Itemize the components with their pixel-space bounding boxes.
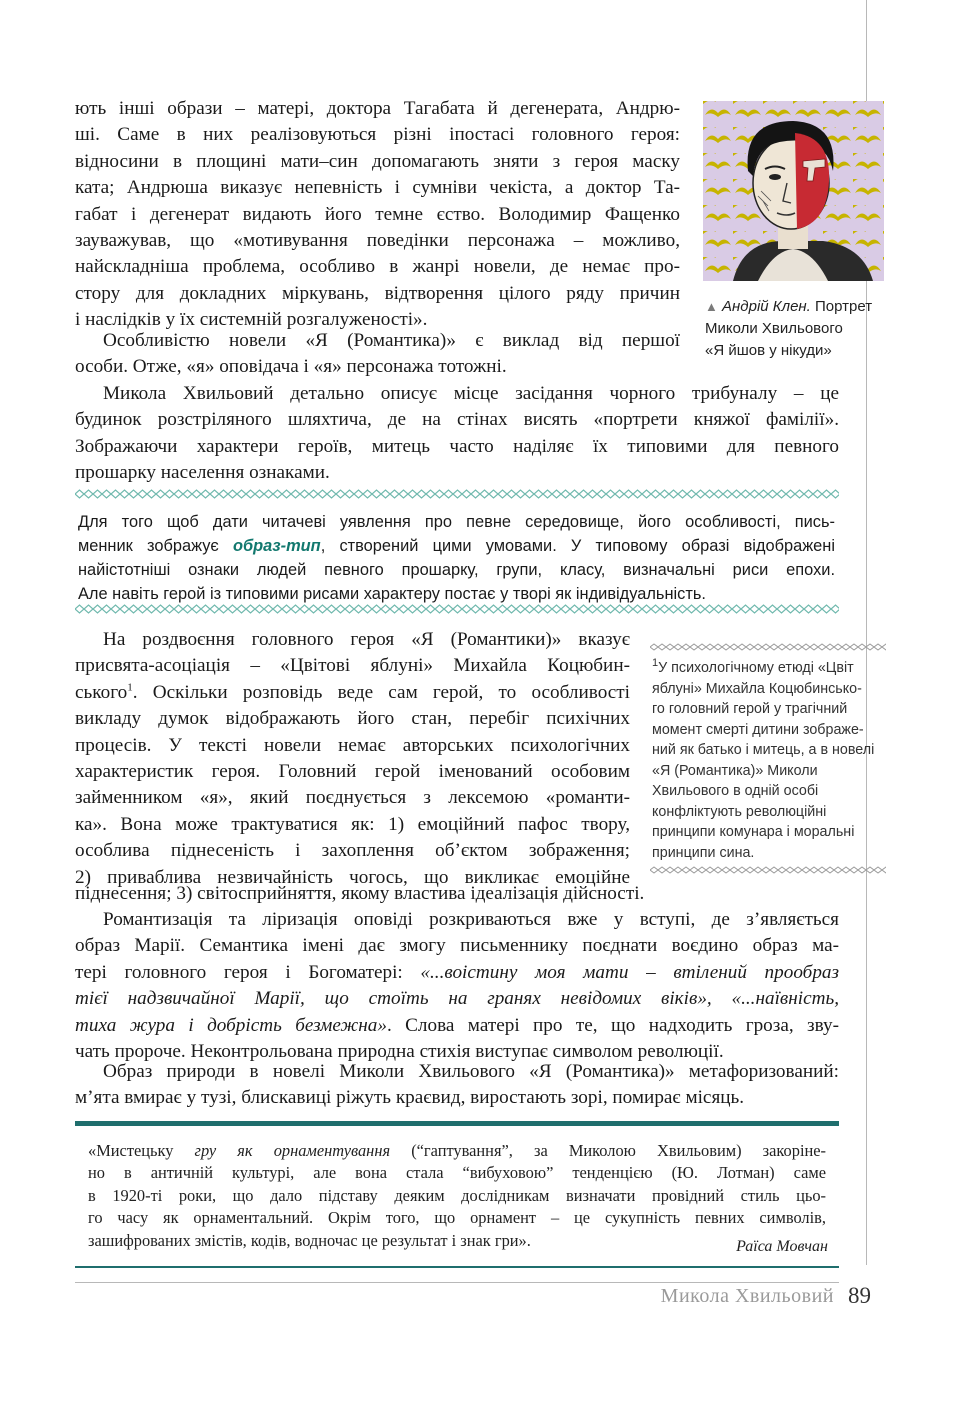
caption-text: Портрет: [810, 298, 873, 315]
text-line: Микола Хвильовий детально описує місце засідання чорного трибуналу – це: [103, 383, 839, 404]
triangle-icon: ▲: [705, 299, 718, 314]
text-line: характеристик героя. Головний герой іменований особовим: [75, 761, 630, 783]
footnote-line: яблуні» Михайла Коцюбинсько-: [652, 680, 862, 697]
text-line: Образ природи в новелі Миколи Хвильового «Я (Романтика)» метафоризований:: [103, 1061, 839, 1082]
paragraph-nature: [75, 1059, 839, 1112]
text-line: ката; Андрюша виказує непевність і сумніви чекіста, а доктор Та-: [75, 177, 680, 199]
running-footer-title: Микола Хвильовий: [660, 1285, 834, 1307]
text-line: викладу думок відображають його стан, перебіг психічних: [75, 708, 630, 730]
text-line: ського$^1$. Оскільки розповідь веде сам герой, то особливості: [75, 681, 630, 703]
text-line: ють інші образи – матері, доктора Тагабата й дегенерата, Андрю-: [75, 98, 680, 119]
page-number: 89: [848, 1283, 871, 1308]
quote-line: но в античній культурі, але вона стала “вибуховою” тенденцією (Ю. Лотман) саме: [88, 1163, 826, 1183]
text-line: присвята-асоціація – «Цвітові яблуні» Михайла Коцюбин-: [75, 655, 630, 677]
text-line: особи. Отже, «я» оповідача і «я» персонажа тотожні.: [75, 356, 507, 378]
text-line: будинок розстріляного шляхтича, де на стінах висять «портрети княжої фамілії».: [75, 409, 839, 431]
footnote-line: момент смерті дитини зображе-: [652, 721, 864, 738]
portrait-caption: [705, 296, 885, 362]
text-line: габат і дегенерат видають його темне єство. Володимир Фащенко: [75, 203, 680, 225]
footnote-line: конфліктують революційні: [652, 803, 827, 820]
definition-line: Для того щоб дати читачеві уявлення про певне середовище, його особливості, пись-: [78, 513, 835, 531]
quote-line: «Мистецьку гру як орнаментування (“гаптування”, за Миколою Хвильовим) закорінe-: [88, 1141, 826, 1160]
paragraph-maria: [75, 907, 839, 1065]
definition-line: менник зображує образ-тип, створений цими умовами. У типовому образі відображені: [78, 537, 835, 555]
footnote: [652, 658, 884, 863]
text-line: образ Марії. Семантика імені дає змогу письменнику поєднати воєдино образ ма-: [75, 935, 839, 957]
text-line: найскладніша проблема, особливо в жанрі новели, де немає про-: [75, 256, 680, 278]
quote-line: зашифрованих змістів, кодів, водночас це результат і знак гри».: [88, 1230, 531, 1250]
text-line: тері головного героя і Богоматері: «...воістину моя мати – втілений прообраз: [75, 961, 840, 983]
quote-border-top: [75, 1121, 839, 1126]
footnote-ref: 1: [127, 681, 133, 694]
definition-box: [78, 510, 835, 606]
caption-author: Андрій Клен.: [722, 298, 811, 315]
text-line: процесів. У тексті новели немає авторських психологічних: [75, 734, 630, 756]
text-line: Романтизація та ліризація оповіді розкриваються вже у вступі, де з’являється: [103, 909, 839, 930]
text-line: м’ята вмирає у тузі, блискавиці ріжуть краєвид, виростають зорі, помирає місяць.: [75, 1087, 745, 1109]
footnote-border-bottom: [650, 866, 886, 874]
paragraph-duality-end: [75, 881, 839, 907]
footnote-line: ний як батько і митець, а в новелі: [652, 742, 875, 758]
text-line: зауважував, що «мотивування поведінки персонажа – можливо,: [75, 230, 680, 252]
footnote-line: У психологічному етюді «Цвіт: [658, 660, 854, 676]
paragraph-tribunal: [75, 381, 839, 487]
definition-line: Але навіть герой із типовими рисами характеру постає у творі як індивідуальність.: [78, 585, 706, 603]
footnote-line: го головний герой у трагічний: [652, 701, 848, 717]
paragraph-first-person: [75, 328, 680, 381]
text-line: прошарку населення ознаками.: [75, 462, 330, 484]
paragraph-intro: [75, 96, 680, 334]
footer-rule: [75, 1282, 839, 1283]
text-line: чать пророче. Неконтрольована природна стихія виступає символом революції.: [75, 1041, 724, 1063]
quote-line: го часу як орнаментальний. Окрім того, що орнамент – це сукупність певних символів,: [88, 1208, 826, 1228]
quote-author: Раїса Мовчан: [736, 1238, 828, 1255]
text-line: ші. Саме в них реалізовуються різні іпостасі головного героя:: [75, 124, 680, 146]
zigzag-border-bottom: [75, 604, 839, 614]
quote-line: в 1920-ті роки, що дало підставу деяким дослідникам визначати провідний стиль цьо-: [88, 1185, 826, 1205]
text-line: ка». Вона може трактуватися як: 1) емоційний пафос твору,: [75, 813, 630, 835]
footnote-line: принципи комунара і моральні: [652, 824, 855, 840]
text-line: піднесення; 3) світосприйняття, якому властива ідеалізація дійсності.: [75, 883, 645, 904]
quote-border-bottom: [75, 1266, 839, 1268]
definition-line: найістотніші ознаки людей певного прошарку, групи, класу, визначальні риси епохи.: [78, 561, 835, 579]
definition-keyword: образ-тип: [232, 537, 321, 555]
paragraph-duality: [75, 627, 630, 891]
text-line: займенником «я», який поєднується з лексемою «романти-: [75, 787, 630, 809]
portrait-illustration: [703, 101, 884, 281]
text-line: На роздвоєння головного героя «Я (Романтики)» вказує: [103, 629, 630, 650]
footnote-line: Хвильового в одній особі: [652, 783, 819, 799]
footnote-line: принципи сина.: [652, 844, 755, 861]
caption-line: Миколи Хвильового: [705, 320, 843, 337]
text-line: особлива піднесеність і захоплення об’єктом зображення;: [75, 840, 630, 862]
text-line: тиха жура і добрість безмежна». Слова матері про те, що надходить гроза, зву-: [75, 1014, 840, 1036]
text-line: відносини в площині мати–син допомагають зняти з героя маску: [75, 150, 680, 172]
text-line: 2) приваблива незвичайність чогось, що викликає емоційне: [75, 866, 630, 888]
text-line: Особливістю новели «Я (Романтика)» є виклад від першої: [103, 330, 680, 351]
quote-block: [88, 1140, 826, 1252]
text-line: стору для докладних міркувань, відтворення цілого ряду причин: [75, 282, 680, 304]
text-line: тієї надзвичайної Марії, що стоїть на гранях невідомих віків», «...наївність,: [75, 988, 839, 1010]
footnote-line: «Я (Романтика)» Миколи: [652, 762, 818, 779]
zigzag-border-top: [75, 489, 839, 499]
text-line: і наслідків у їх системній розгалуженості».: [75, 309, 428, 331]
footnote-mark: 1: [652, 657, 659, 670]
footnote-border-top: [650, 643, 886, 651]
text-line: Зображаючи характери героїв, митець часто наділяє їх типовими для певного: [75, 435, 839, 457]
caption-line: «Я йшов у нікуди»: [705, 342, 832, 359]
